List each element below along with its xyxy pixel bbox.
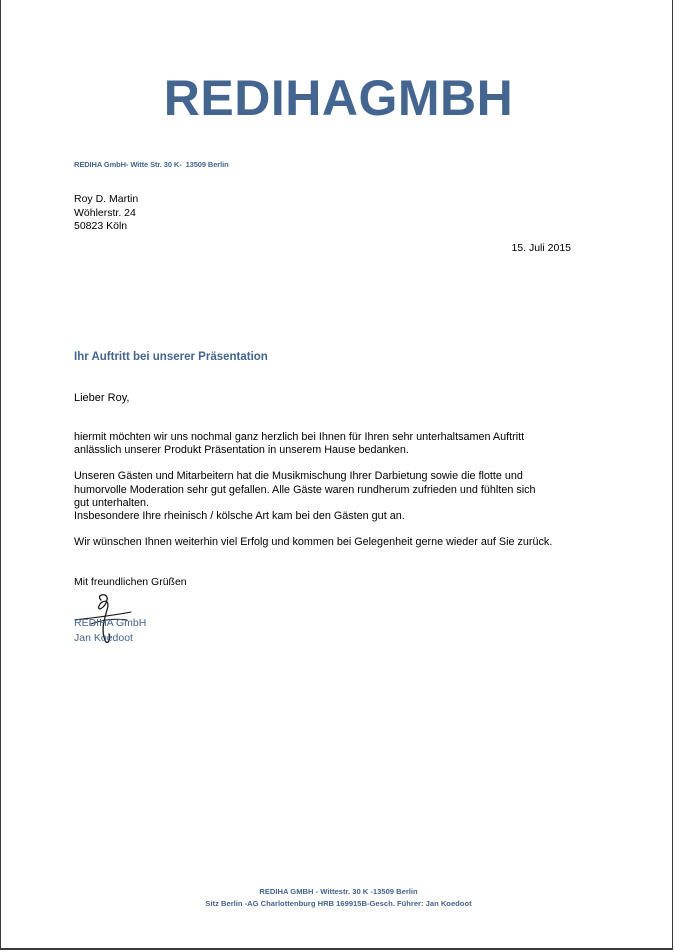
body-line: humorvolle Moderation sehr gut gefallen. Alle Gäste waren rundherum zufrieden und fühlten sich: [74, 483, 536, 496]
footer-address: REDIHA GMBH - Wittestr. 30 K -13509 Berlin: [259, 887, 418, 896]
recipient-city: 50823 Köln: [74, 220, 128, 232]
signature-name: Jan Koedoot: [74, 632, 133, 644]
body-line: gut unterhalten.: [74, 496, 150, 509]
company-logo: REDIHAGMBH: [163, 70, 514, 126]
body-line: Unseren Gästen und Mitarbeitern hat die Musikmischung Ihrer Darbietung sowie die flotte und: [74, 470, 523, 483]
body-line: Wir wünschen Ihnen weiterhin viel Erfolg und kommen bei Gelegenheit gerne wieder auf Sie zurück.: [74, 536, 553, 549]
letter-date: 15. Juli 2015: [511, 242, 571, 254]
body-paragraph: [74, 470, 594, 523]
body-paragraph: [74, 536, 594, 549]
letter-body: [74, 431, 594, 562]
body-line: hiermit möchten wir uns nochmal ganz herzlich bei Ihnen für Ihren sehr unterhaltsamen Auftritt: [74, 431, 525, 443]
body-line: Insbesondere Ihre rheinisch / kölsche Art kam bei den Gästen gut an.: [74, 510, 405, 523]
closing-phrase: Mit freundlichen Grüßen: [74, 576, 187, 588]
sender-return-address: REDIHA GmbH- Witte Str. 30 K- 13509 Berlin: [74, 160, 229, 169]
letter-subject: Ihr Auftritt bei unserer Präsentation: [74, 351, 268, 363]
salutation: Lieber Roy,: [74, 392, 130, 404]
body-paragraph: [74, 431, 594, 457]
footer-registration: Sitz Berlin -AG Charlottenburg HRB 169915B-Gesch. Führer: Jan Koedoot: [205, 899, 472, 908]
recipient-street: Wöhlerstr. 24: [74, 206, 136, 219]
signature-company: REDIHA GmbH: [74, 617, 147, 629]
recipient-address: [74, 193, 138, 234]
letter-footer: [1, 886, 675, 910]
recipient-name: Roy D. Martin: [74, 193, 139, 205]
body-line: anlässlich unserer Produkt Präsentation in unserem Hause bedanken.: [74, 444, 409, 457]
